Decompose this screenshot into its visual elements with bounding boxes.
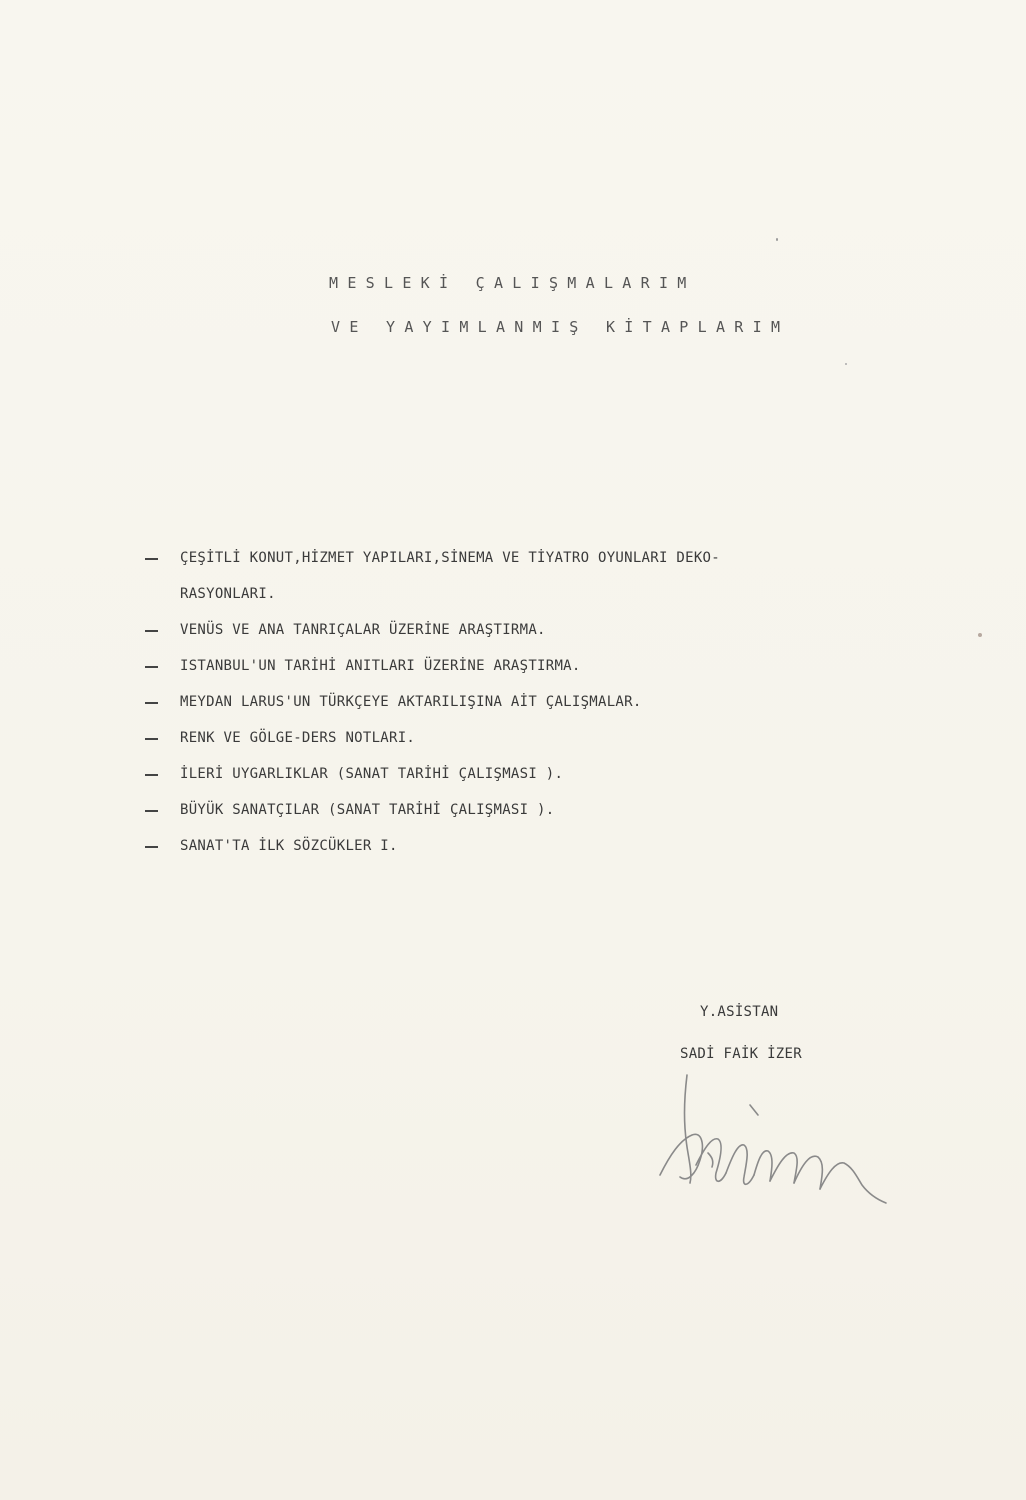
dash-bullet <box>145 774 158 776</box>
item-text: RENK VE GÖLGE-DERS NOTLARI. <box>180 730 416 746</box>
paper-speck <box>776 238 778 241</box>
list-item <box>145 728 945 748</box>
dash-bullet <box>145 666 158 668</box>
dash-bullet <box>145 702 158 704</box>
handwritten-signature <box>650 1065 900 1215</box>
item-text: VENÜS VE ANA TANRIÇALAR ÜZERİNE ARAŞTIRMA. <box>180 622 546 638</box>
list-item <box>145 836 945 856</box>
paper-speck <box>845 363 847 365</box>
list-item <box>145 656 945 676</box>
list-item <box>145 620 945 640</box>
item-text: BÜYÜK SANATÇILAR (SANAT TARİHİ ÇALIŞMASI ). <box>180 802 555 818</box>
dash-bullet <box>145 810 158 812</box>
dash-bullet <box>145 558 158 560</box>
item-text: İLERİ UYGARLIKLAR (SANAT TARİHİ ÇALIŞMASI ). <box>180 766 564 782</box>
list-item <box>145 548 945 604</box>
list-item <box>145 764 945 784</box>
list-item <box>145 692 945 712</box>
list-item <box>145 800 945 820</box>
item-text: MEYDAN LARUS'UN TÜRKÇEYE AKTARILIŞINA AİT ÇALIŞMALAR. <box>180 694 642 710</box>
paper-speck <box>978 633 982 637</box>
item-text-continuation: RASYONLARI. <box>180 586 276 602</box>
document-title-line-2: VE YAYIMLANMIŞ KİTAPLARIM <box>331 318 790 336</box>
dash-bullet <box>145 630 158 632</box>
document-title-line-1: MESLEKİ ÇALIŞMALARIM <box>329 274 696 292</box>
dash-bullet <box>145 738 158 740</box>
item-text: ISTANBUL'UN TARİHİ ANITLARI ÜZERİNE ARAŞTIRMA. <box>180 658 581 674</box>
item-list <box>145 548 945 872</box>
signatory-name: SADİ FAİK İZER <box>680 1046 802 1062</box>
item-text: SANAT'TA İLK SÖZCÜKLER I. <box>180 838 398 854</box>
item-text: ÇEŞİTLİ KONUT,HİZMET YAPILARI,SİNEMA VE TİYATRO OYUNLARI DEKO- <box>180 550 720 566</box>
signatory-title: Y.ASİSTAN <box>700 1004 779 1020</box>
dash-bullet <box>145 846 158 848</box>
